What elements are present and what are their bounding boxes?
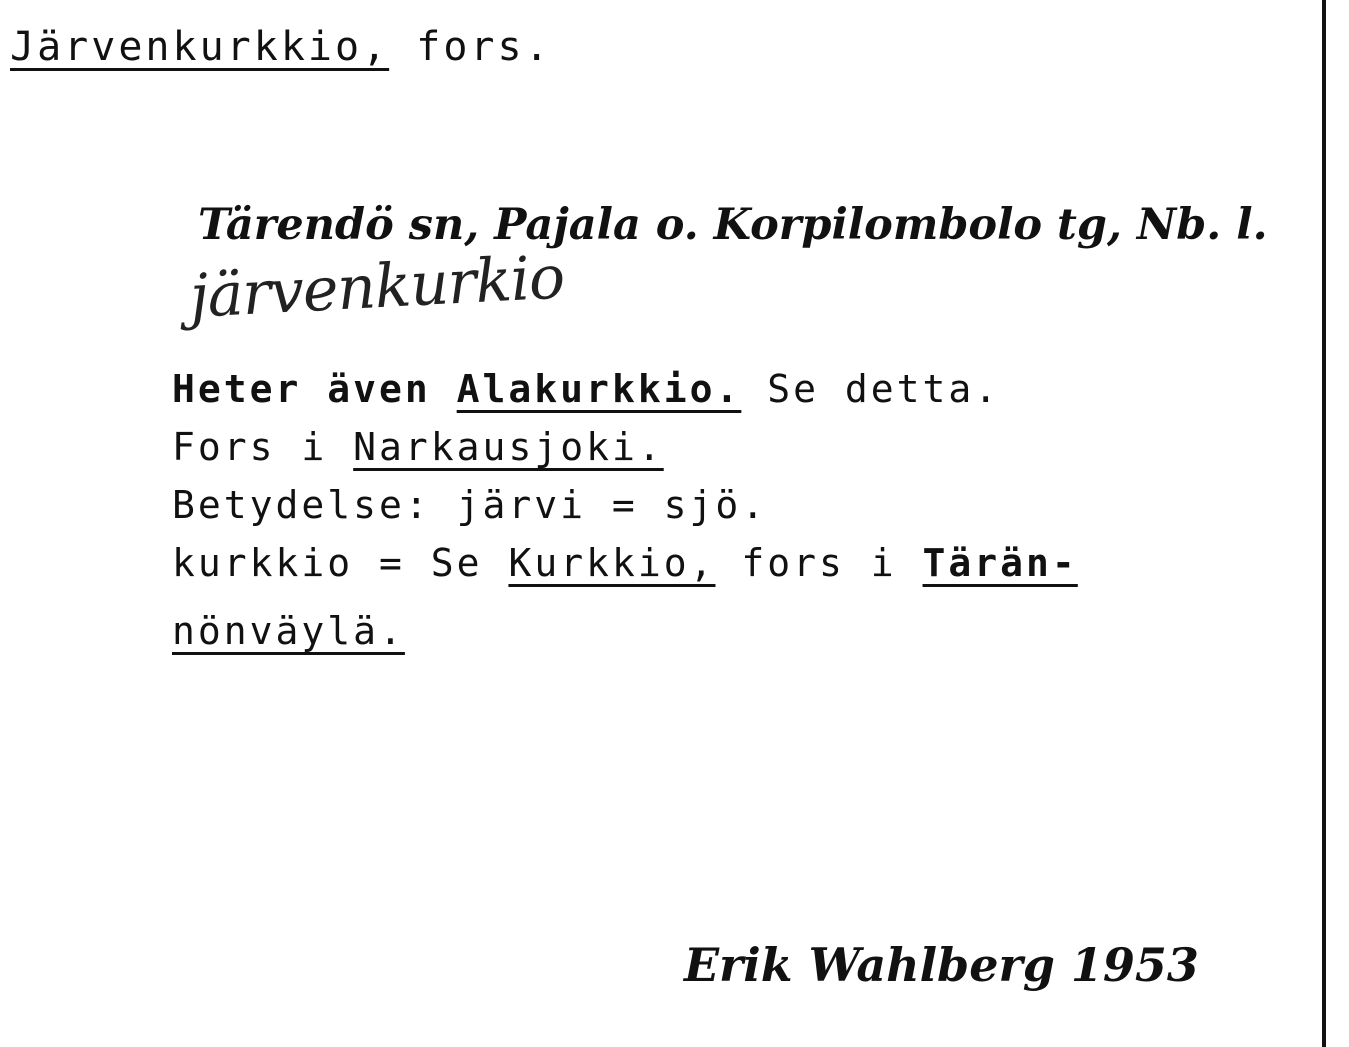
body-line-2-prefix: Fors i [172, 425, 328, 469]
body-line-3: Betydelse: järvi = sjö. [172, 483, 768, 527]
body-line-4-middle: fors i [741, 541, 897, 585]
cross-reference-kurkkio: Kurkkio, [508, 541, 716, 585]
body-line-4-prefix: kurkkio = Se [172, 541, 483, 585]
body-line-2 [172, 418, 1078, 476]
cross-reference-alakurkkio: Alakurkkio. [456, 367, 742, 411]
body-line-1-suffix: Se detta. [767, 367, 1001, 411]
headword-line [10, 24, 552, 70]
handwritten-note: järvenkurkio [188, 242, 566, 332]
card-edge-line [1322, 0, 1326, 1047]
card-body [172, 360, 1078, 660]
body-line-1 [172, 360, 1078, 418]
location-line: Tärendö sn, Pajala o. Korpilombolo tg, Nb. l. [198, 200, 1268, 250]
headword: Järvenkurkkio, [10, 24, 390, 70]
headword-type: fors. [416, 24, 552, 70]
cross-reference-taranonvayla-end: nönväylä. [172, 609, 405, 653]
body-line-1-prefix: Heter även [172, 367, 431, 411]
body-line-5 [172, 602, 1078, 660]
cross-reference-taranonvayla-start: Tärän- [922, 541, 1078, 585]
signature: Erik Wahlberg 1953 [684, 938, 1199, 992]
cross-reference-narkausjoki: Narkausjoki. [353, 425, 664, 469]
body-line-4 [172, 534, 1078, 592]
